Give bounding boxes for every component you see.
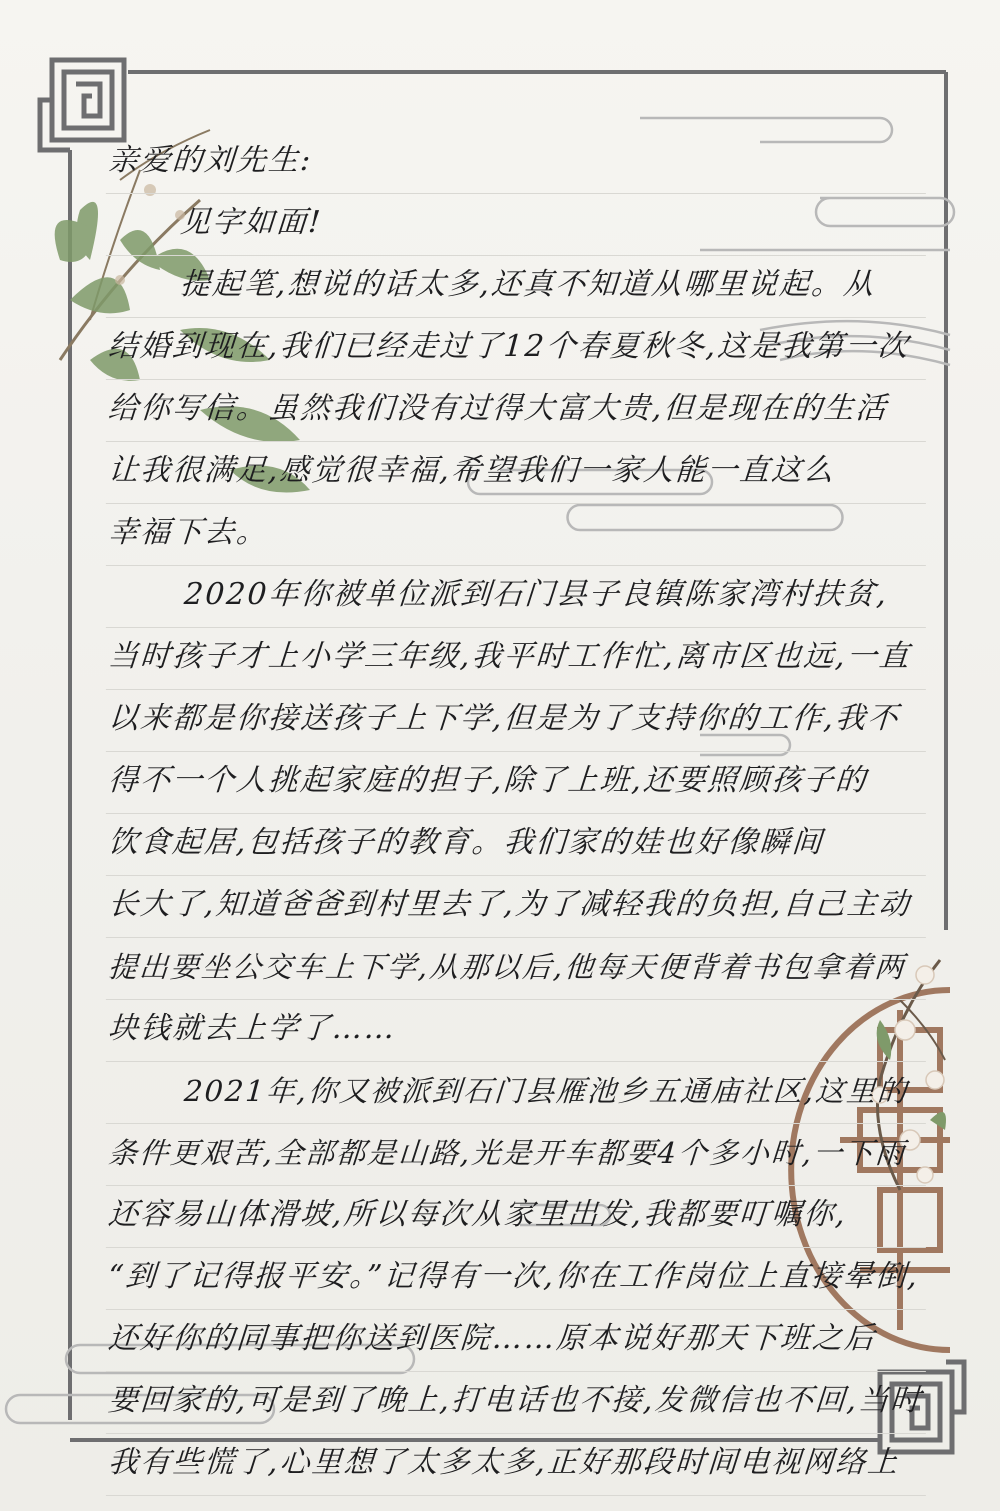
letter-line: 长大了,知道爸爸到村里去了,为了减轻我的负担,自己主动 — [106, 876, 930, 938]
letter-line: 得不一个人挑起家庭的担子,除了上班,还要照顾孩子的 — [106, 752, 930, 814]
greeting: 见字如面! — [106, 194, 930, 256]
letter-line: 当时孩子才上小学三年级,我平时工作忙,离市区也远,一直 — [106, 628, 930, 690]
letter-line: 还好你的同事把你送到医院……原本说好那天下班之后 — [106, 1310, 930, 1372]
letter-line: 我有些慌了,心里想了太多太多,正好那段时间电视网络上 — [106, 1434, 930, 1496]
letter-line: “到了记得报平安。”记得有一次,你在工作岗位上直接晕倒, — [106, 1248, 930, 1310]
letter-line: 让我很满足,感觉很幸福,希望我们一家人能一直这么 — [106, 442, 930, 504]
letter-line: 要回家的,可是到了晚上,打电话也不接,发微信也不回,当时 — [106, 1372, 930, 1434]
letter-line: 给你写信。虽然我们没有过得大富大贵,但是现在的生活 — [106, 380, 930, 442]
letter-line: 结婚到现在,我们已经走过了12个春夏秋冬,这是我第一次 — [106, 318, 930, 380]
letter-line: 块钱就去上学了…… — [106, 1000, 930, 1062]
letter-line: 2021年,你又被派到石门县雁池乡五通庙社区,这里的 — [106, 1062, 930, 1124]
salutation: 亲爱的刘先生: — [106, 132, 930, 194]
letter-line: 提出要坐公交车上下学,从那以后,他每天便背着书包拿着两 — [106, 938, 930, 1000]
letter-line: 2020年你被单位派到石门县子良镇陈家湾村扶贫, — [106, 566, 930, 628]
letter-body — [108, 132, 928, 1496]
letter-line: 以来都是你接送孩子上下学,但是为了支持你的工作,我不 — [106, 690, 930, 752]
letter-line: 饮食起居,包括孩子的教育。我们家的娃也好像瞬间 — [106, 814, 930, 876]
letter-line: 条件更艰苦,全部都是山路,光是开车都要4个多小时,一下雨 — [106, 1124, 930, 1186]
letter-line: 幸福下去。 — [106, 504, 930, 566]
letter-line: 提起笔,想说的话太多,还真不知道从哪里说起。从 — [106, 256, 930, 318]
letter-line: 还容易山体滑坡,所以每次从家里出发,我都要叮嘱你, — [106, 1186, 930, 1248]
